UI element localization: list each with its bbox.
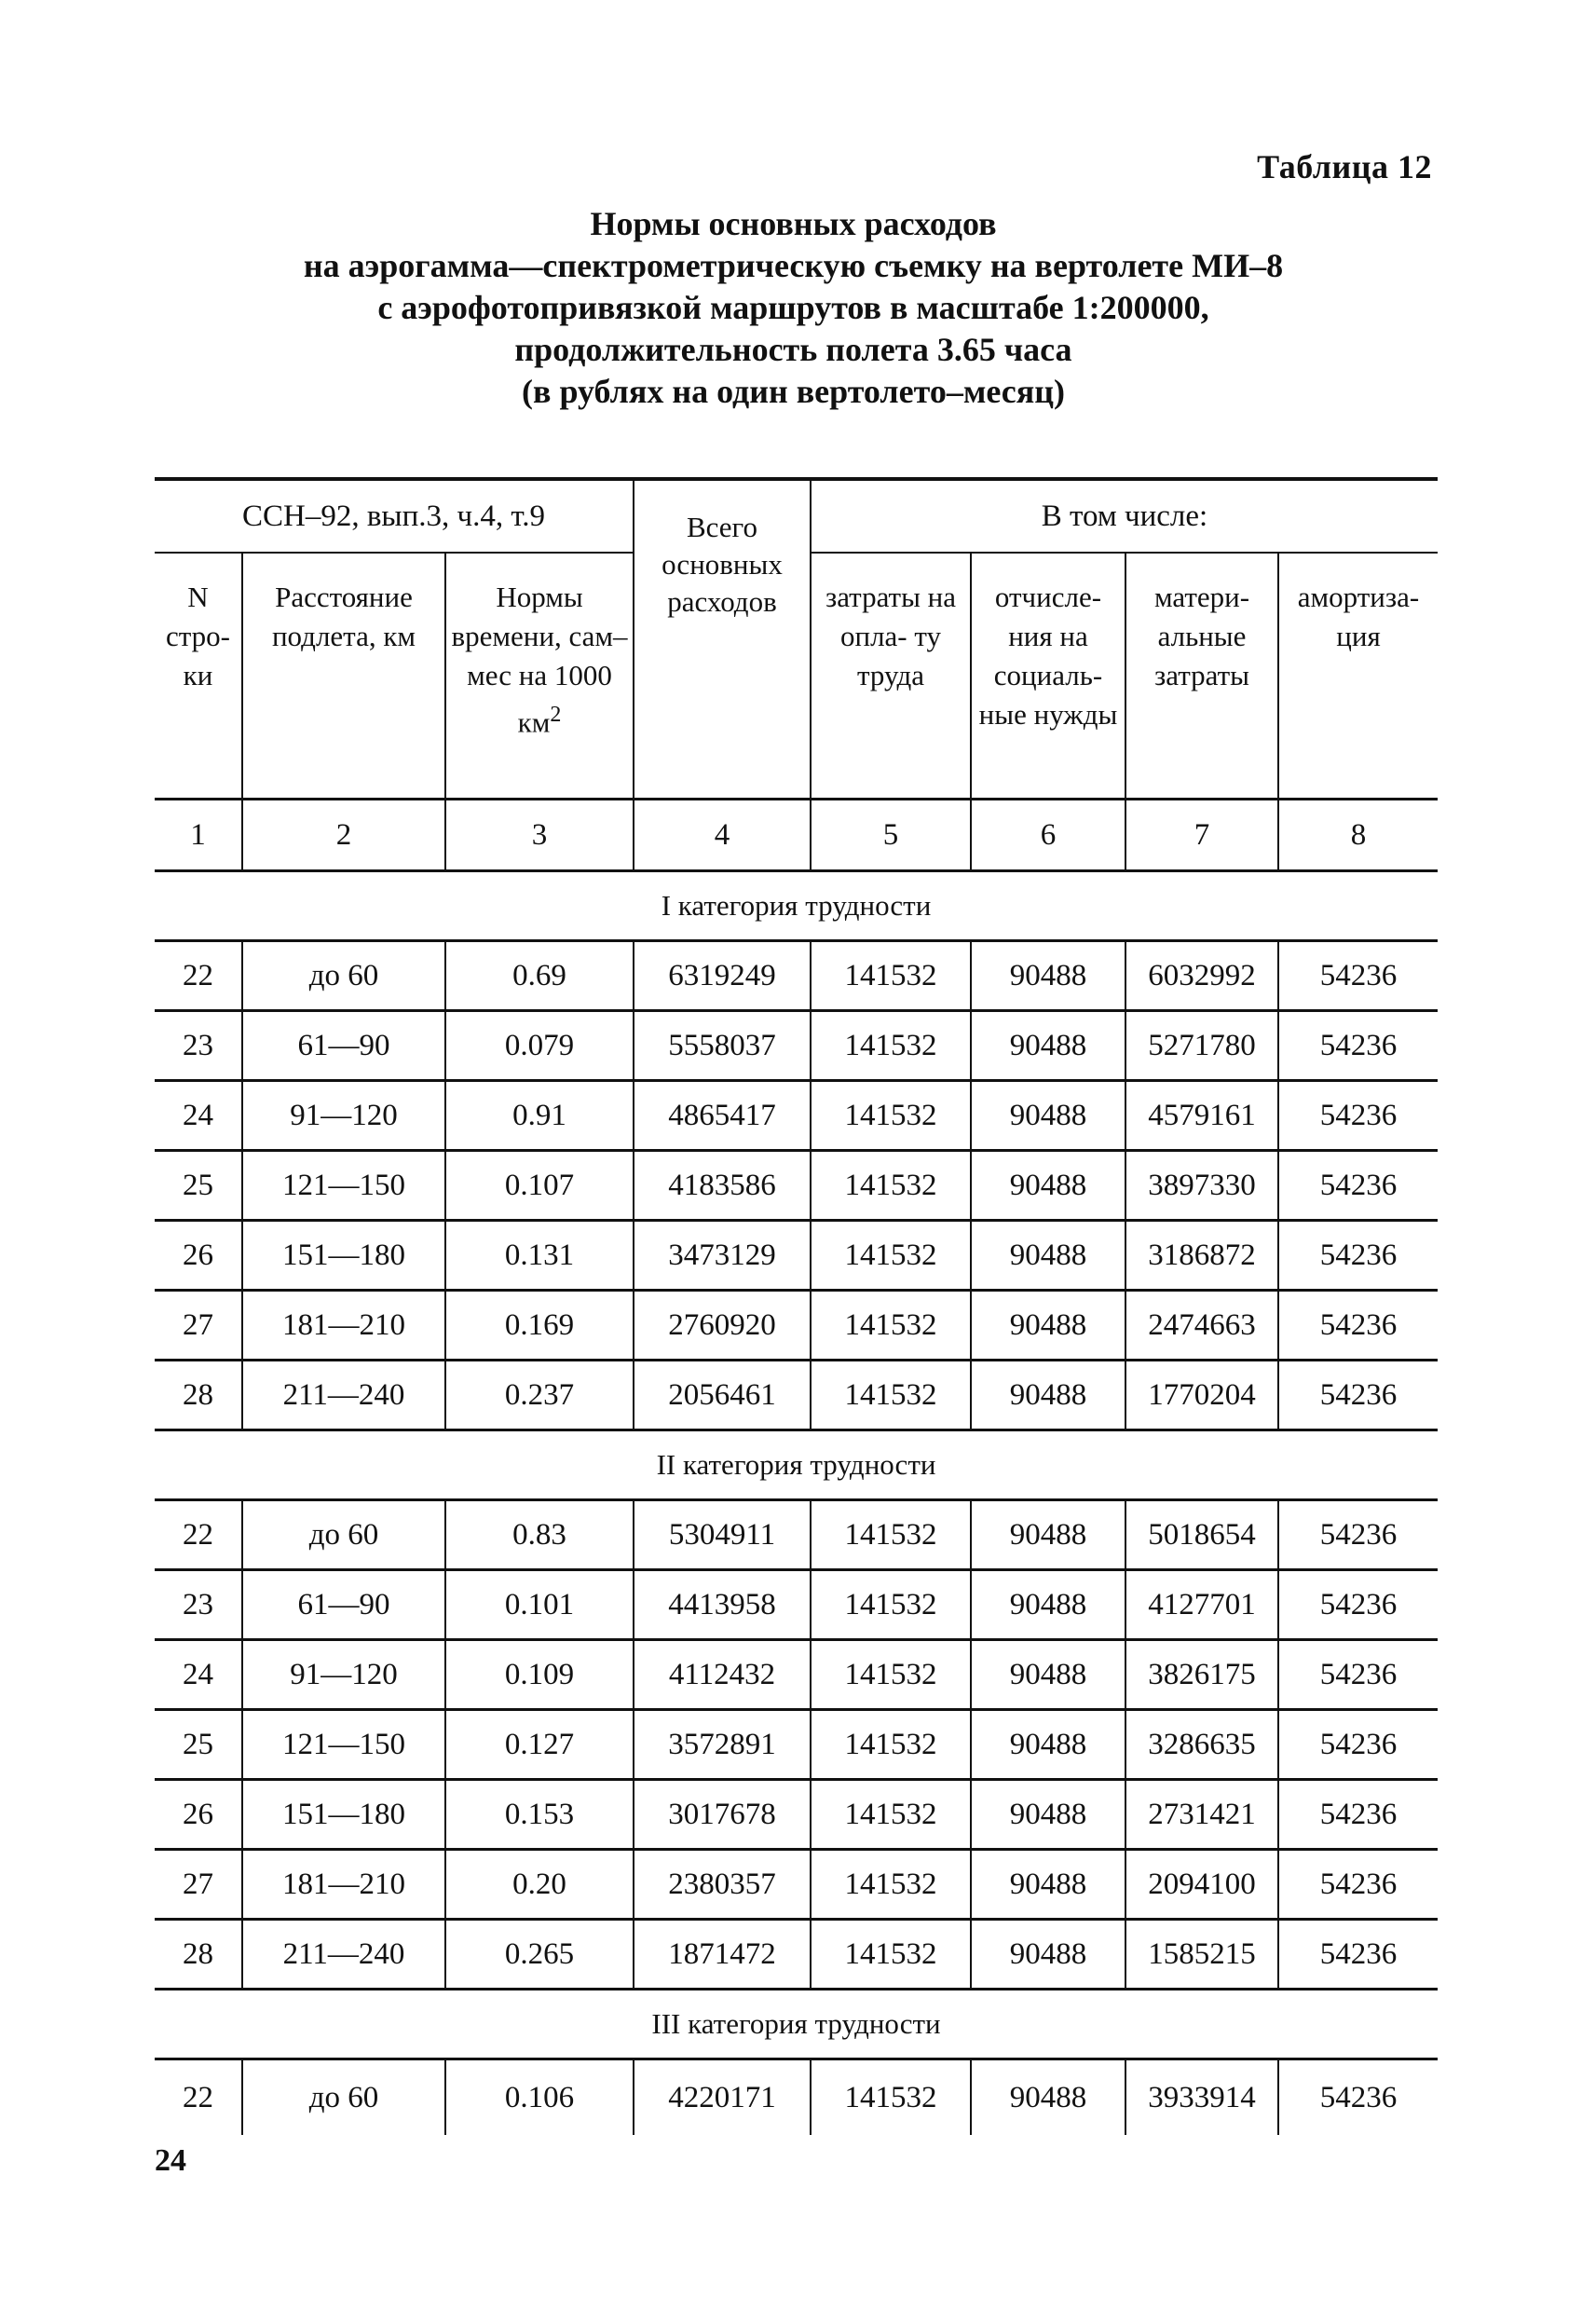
table-cell: 0.131 (445, 1221, 634, 1291)
table-title (149, 203, 1438, 413)
table-cell: 5558037 (634, 1011, 811, 1081)
title-line: продолжительность полета 3.65 часа (514, 331, 1072, 368)
table-cell: 3897330 (1125, 1151, 1278, 1221)
table-cell: 141532 (811, 941, 971, 1011)
table-cell: 4127701 (1125, 1570, 1278, 1640)
table-cell: 90488 (971, 1850, 1125, 1920)
table-cell: 61—90 (242, 1011, 445, 1081)
table-cell: 90488 (971, 1500, 1125, 1570)
category-heading: II категория трудности (155, 1430, 1438, 1500)
table-cell: 54236 (1278, 1221, 1438, 1291)
table-cell: 26 (155, 1780, 242, 1850)
table-cell: 0.265 (445, 1920, 634, 1990)
table-cell: 151—180 (242, 1780, 445, 1850)
table-cell: 0.91 (445, 1081, 634, 1151)
table-cell: 141532 (811, 1710, 971, 1780)
table-cell: 25 (155, 1710, 242, 1780)
table-cell: 54236 (1278, 1151, 1438, 1221)
table-cell: 90488 (971, 1291, 1125, 1361)
table-cell: 0.079 (445, 1011, 634, 1081)
table-cell: 151—180 (242, 1221, 445, 1291)
table-cell: 54236 (1278, 1081, 1438, 1151)
header-social-contrib: отчисле- ния на социаль- ные нужды (971, 553, 1125, 800)
table-row (155, 1920, 1438, 1990)
table-cell: 141532 (811, 1291, 971, 1361)
table-cell: 141532 (811, 1221, 971, 1291)
column-number: 7 (1125, 800, 1278, 871)
table-cell: 211—240 (242, 1361, 445, 1430)
table-cell: 0.101 (445, 1570, 634, 1640)
table-row (155, 2059, 1438, 2136)
table-cell: 54236 (1278, 1011, 1438, 1081)
header-distance: Расстояние подлета, км (242, 553, 445, 800)
table-cell: 24 (155, 1081, 242, 1151)
table-cell: 181—210 (242, 1291, 445, 1361)
table-cell: до 60 (242, 1500, 445, 1570)
table-cell: 90488 (971, 1081, 1125, 1151)
header-source-group: ССН–92, вып.3, ч.4, т.9 (241, 499, 546, 533)
table-cell: 2731421 (1125, 1780, 1278, 1850)
table-cell: 90488 (971, 2059, 1125, 2136)
table-cell: 90488 (971, 1011, 1125, 1081)
table-cell: 3286635 (1125, 1710, 1278, 1780)
table-cell: 27 (155, 1291, 242, 1361)
table-cell: 91—120 (242, 1640, 445, 1710)
table-body (155, 871, 1438, 2136)
table-cell: 90488 (971, 1920, 1125, 1990)
table-cell: 2094100 (1125, 1850, 1278, 1920)
table-cell: 4112432 (634, 1640, 811, 1710)
table-cell: 54236 (1278, 2059, 1438, 2136)
table-cell: 61—90 (242, 1570, 445, 1640)
table-cell: 1871472 (634, 1920, 811, 1990)
table-cell: 54236 (1278, 1920, 1438, 1990)
table-cell: 121—150 (242, 1710, 445, 1780)
page-number: 24 (155, 2143, 186, 2178)
table-cell: 4413958 (634, 1570, 811, 1640)
table-cell: 0.127 (445, 1710, 634, 1780)
table-cell: 3186872 (1125, 1221, 1278, 1291)
table-row (155, 1011, 1438, 1081)
table-cell: 181—210 (242, 1850, 445, 1920)
table-row (155, 1291, 1438, 1361)
table-cell: 141532 (811, 1361, 971, 1430)
table-cell: 6319249 (634, 941, 811, 1011)
header-breakdown-group: В том числе: (811, 479, 1438, 553)
table-cell: 141532 (811, 1850, 971, 1920)
table-cell: 90488 (971, 1221, 1125, 1291)
table-cell: 23 (155, 1011, 242, 1081)
table-cell: 0.153 (445, 1780, 634, 1850)
table-cell: до 60 (242, 2059, 445, 2136)
table-cell: 4865417 (634, 1081, 811, 1151)
table-cell: 28 (155, 1920, 242, 1990)
table-cell: 4183586 (634, 1151, 811, 1221)
table-cell: 22 (183, 2080, 213, 2114)
table-label: Таблица 12 (1257, 148, 1432, 185)
table-cell: 4579161 (1125, 1081, 1278, 1151)
table-cell: 6032992 (1125, 941, 1278, 1011)
header-row-number: N стро- ки (155, 553, 242, 800)
table-row (155, 941, 1438, 1011)
table-cell: 5018654 (1125, 1500, 1278, 1570)
table-cell: 0.69 (445, 941, 634, 1011)
table-cell: 4220171 (634, 2059, 811, 2136)
table-cell: 23 (155, 1570, 242, 1640)
table-cell: 54236 (1278, 1850, 1438, 1920)
table-cell: 141532 (811, 1920, 971, 1990)
header-time-norm (445, 553, 634, 800)
table-row (155, 1221, 1438, 1291)
table-cell: 22 (155, 941, 242, 1011)
norms-table (155, 477, 1438, 2135)
table-row (155, 1710, 1438, 1780)
table-cell: 2474663 (1125, 1291, 1278, 1361)
table-row (155, 1151, 1438, 1221)
header-labor-cost: затраты на опла- ту труда (811, 553, 971, 800)
table-cell: 26 (155, 1221, 242, 1291)
table-row (155, 1361, 1438, 1430)
column-number: 8 (1278, 800, 1438, 871)
table-row (155, 1081, 1438, 1151)
table-cell: 90488 (971, 1780, 1125, 1850)
table-cell: 25 (155, 1151, 242, 1221)
column-number: 6 (971, 800, 1125, 871)
table-cell: 141532 (811, 1500, 971, 1570)
table-cell: 54236 (1278, 1500, 1438, 1570)
column-number: 5 (811, 800, 971, 871)
column-number: 1 (155, 800, 242, 871)
table-cell: 2056461 (634, 1361, 811, 1430)
table-cell: 0.107 (445, 1151, 634, 1221)
table-cell: 141532 (811, 1011, 971, 1081)
column-number: 4 (634, 800, 811, 871)
table-cell: 1585215 (1125, 1920, 1278, 1990)
table-cell: 54236 (1278, 1361, 1438, 1430)
table-cell: 141532 (811, 2059, 971, 2136)
header-time-norm-text: Нормы времени, сам–мес на 1000 км (451, 581, 628, 739)
table-cell: 24 (155, 1640, 242, 1710)
table-cell: 54236 (1278, 941, 1438, 1011)
header-time-norm-sup: 2 (550, 703, 562, 727)
column-number: 2 (242, 800, 445, 871)
table-cell: 1770204 (1125, 1361, 1278, 1430)
table-cell: 27 (155, 1850, 242, 1920)
title-line: (в рублях на один вертолето–месяц) (522, 373, 1065, 410)
table-row (155, 1850, 1438, 1920)
title-line: на аэрогамма—спектрометрическую съемку на вертолете МИ–8 (303, 247, 1284, 284)
table-cell: 54236 (1278, 1780, 1438, 1850)
table-cell: 5304911 (634, 1500, 811, 1570)
title-line: Нормы основных расходов (590, 205, 997, 242)
table-cell: 0.237 (445, 1361, 634, 1430)
column-number: 3 (445, 800, 634, 871)
table-cell: 91—120 (242, 1081, 445, 1151)
table-cell: 211—240 (242, 1920, 445, 1990)
table-cell: 90488 (971, 1570, 1125, 1640)
table-cell: 0.20 (445, 1850, 634, 1920)
table-cell: 54236 (1278, 1570, 1438, 1640)
table-cell: 90488 (971, 1361, 1125, 1430)
table-cell: 3826175 (1125, 1640, 1278, 1710)
table-cell: 90488 (971, 1640, 1125, 1710)
table-row (155, 1640, 1438, 1710)
table-row (155, 1500, 1438, 1570)
table-cell: 2760920 (634, 1291, 811, 1361)
table-cell: 3017678 (634, 1780, 811, 1850)
table-cell: 90488 (971, 941, 1125, 1011)
table-row (155, 1780, 1438, 1850)
table-cell: 3473129 (634, 1221, 811, 1291)
table-cell: 141532 (811, 1151, 971, 1221)
table-cell: 5271780 (1125, 1011, 1278, 1081)
table-cell: 90488 (971, 1151, 1125, 1221)
table-cell: 90488 (971, 1710, 1125, 1780)
header-depreciation: амортиза- ция (1278, 553, 1438, 800)
table-row (155, 1570, 1438, 1640)
table-cell: 54236 (1278, 1710, 1438, 1780)
table-cell: 28 (155, 1361, 242, 1430)
category-heading: III категория трудности (155, 1990, 1438, 2059)
header-total: Всего основных расходов (634, 479, 811, 800)
table-cell: 0.169 (445, 1291, 634, 1361)
table-cell: 121—150 (242, 1151, 445, 1221)
table-cell: 141532 (811, 1570, 971, 1640)
table-cell: 141532 (811, 1780, 971, 1850)
table-cell: 54236 (1278, 1291, 1438, 1361)
table-cell: 0.106 (445, 2059, 634, 2136)
category-heading: I категория трудности (155, 871, 1438, 941)
table-cell: 2380357 (634, 1850, 811, 1920)
table-cell: до 60 (242, 941, 445, 1011)
table-cell: 0.109 (445, 1640, 634, 1710)
table-cell: 0.83 (445, 1500, 634, 1570)
table-cell: 3572891 (634, 1710, 811, 1780)
table-cell: 141532 (811, 1640, 971, 1710)
table-cell: 54236 (1278, 1640, 1438, 1710)
header-material-cost: матери- альные затраты (1125, 553, 1278, 800)
title-line: с аэрофотопривязкой маршрутов в масштабе 1:200000, (377, 289, 1209, 326)
table-cell: 3933914 (1125, 2059, 1278, 2136)
table-cell: 141532 (811, 1081, 971, 1151)
table-cell: 22 (155, 1500, 242, 1570)
